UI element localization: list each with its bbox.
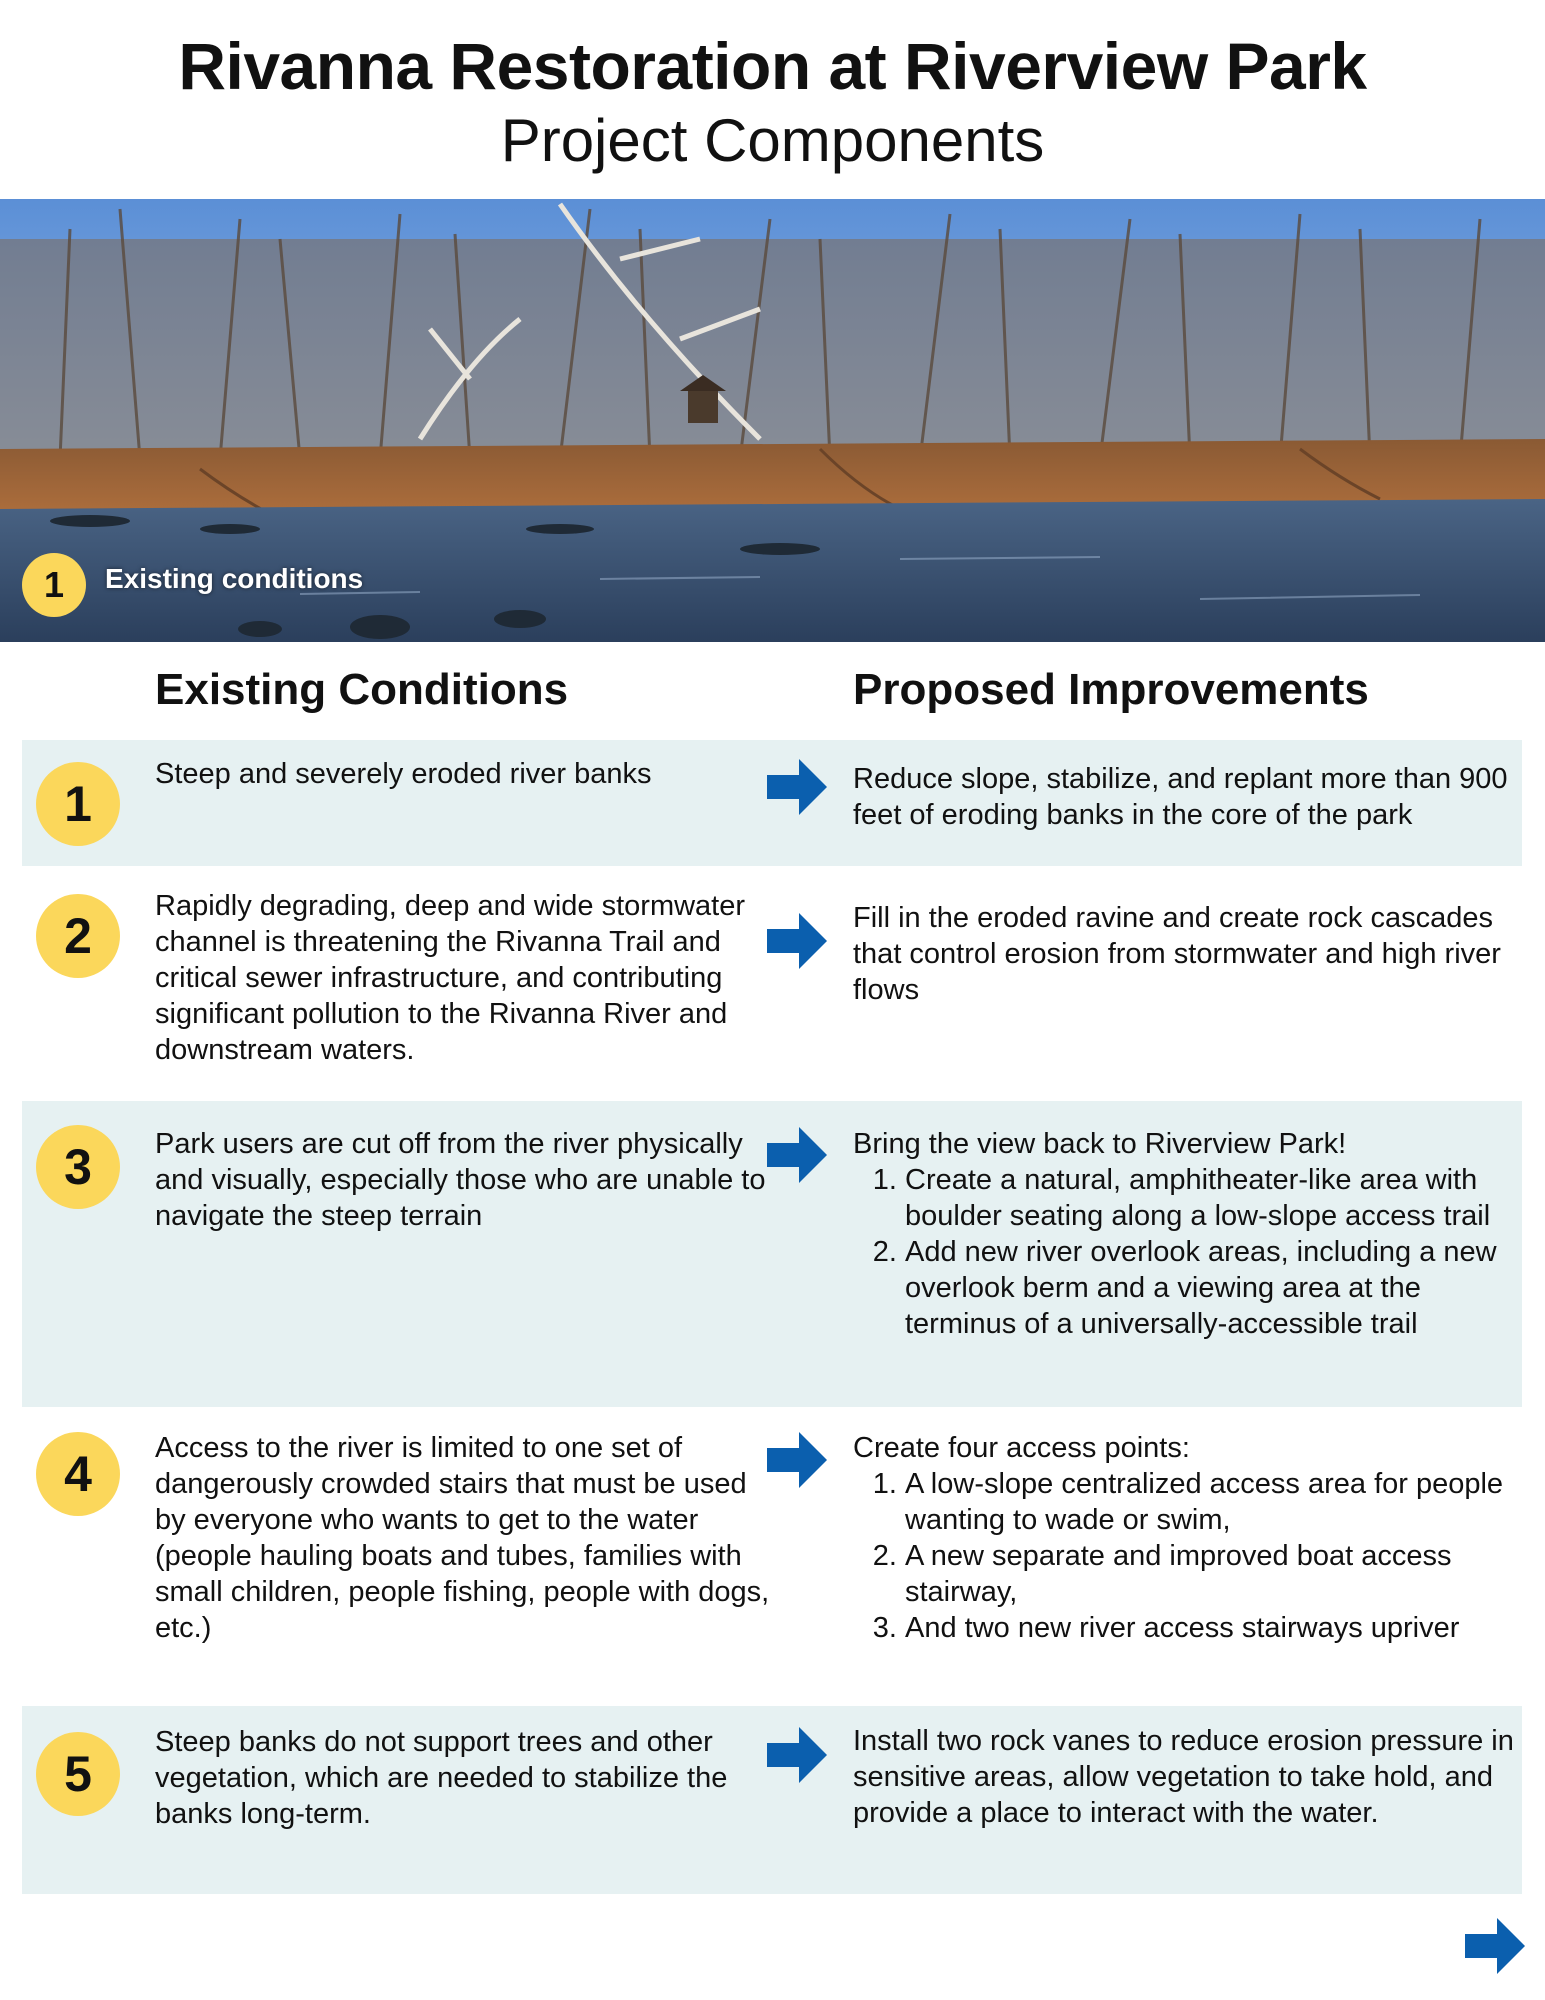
- improvement-list: [853, 1162, 1518, 1342]
- right-arrow-icon: [767, 1127, 827, 1183]
- proposed-improvement: [853, 761, 1518, 833]
- improvement-list: [853, 1466, 1518, 1646]
- improvement-list-item: 2. Add new river overlook areas, including a new overlook berm and a viewing area at the terminus of a universally-accessible trail: [905, 1234, 1518, 1342]
- row-number-badge: 3: [36, 1125, 120, 1209]
- component-row-3: [22, 1101, 1522, 1407]
- row-number-badge: 1: [36, 762, 120, 846]
- component-row-5: [22, 1706, 1522, 1894]
- component-row-2: [22, 880, 1522, 1085]
- page-subtitle: Project Components: [500, 107, 1045, 174]
- improvement-list-item: 3. And two new river access stairways upriver: [905, 1610, 1518, 1646]
- proposed-improvements-heading: Proposed Improvements: [853, 665, 1369, 714]
- existing-condition-text: Steep banks do not support trees and other vegetation, which are needed to stabilize the banks long-term.: [155, 1726, 728, 1830]
- photo-caption: Existing conditions: [105, 563, 364, 594]
- improvement-text: Fill in the eroded ravine and create rock cascades that control erosion from stormwater and high river flows: [853, 902, 1501, 1006]
- improvement-intro: Create four access points:: [853, 1432, 1190, 1464]
- row-number-badge: 2: [36, 894, 120, 978]
- proposed-improvement: [853, 1126, 1518, 1342]
- improvement-list-item: 1. A low-slope centralized access area for people wanting to wade or swim,: [905, 1466, 1518, 1538]
- proposed-improvement: [853, 900, 1518, 1008]
- proposed-improvement: [853, 1723, 1518, 1831]
- existing-conditions-heading: Existing Conditions: [155, 665, 569, 714]
- row-number-badge: 5: [36, 1732, 120, 1816]
- existing-condition-text: Park users are cut off from the river physically and visually, especially those who are unable to navigate the steep terrain: [155, 1128, 766, 1232]
- improvement-text: Install two rock vanes to reduce erosion pressure in sensitive areas, allow vegetation to take hold, and provide a place to interact with the water.: [853, 1725, 1514, 1829]
- component-row-1: [22, 740, 1522, 866]
- next-page-arrow-icon[interactable]: [1465, 1918, 1525, 1974]
- right-arrow-icon: [767, 1727, 827, 1783]
- existing-condition-text: Rapidly degrading, deep and wide stormwater channel is threatening the Rivanna Trail and critical sewer infrastructure, and contributing significant pollution to the Rivanna River and downstream waters.: [155, 890, 746, 1066]
- component-row-4: [22, 1420, 1522, 1690]
- right-arrow-icon: [767, 1432, 827, 1488]
- improvement-list-item: 2. A new separate and improved boat access stairway,: [905, 1538, 1518, 1610]
- existing-condition-text: Steep and severely eroded river banks: [155, 758, 652, 790]
- photo-number-badge: 1: [22, 553, 86, 617]
- right-arrow-icon: [767, 913, 827, 969]
- improvement-intro: Bring the view back to Riverview Park!: [853, 1128, 1347, 1160]
- right-arrow-icon: [767, 759, 827, 815]
- proposed-improvement: [853, 1430, 1518, 1646]
- row-number-badge: 4: [36, 1432, 120, 1516]
- existing-condition-text: Access to the river is limited to one set of dangerously crowded stairs that must be used by everyone who wants to get to the water (people hauling boats and tubes, families with small children, people fishing, people with dogs, etc.): [155, 1432, 770, 1644]
- improvement-text: Reduce slope, stabilize, and replant more than 900 feet of eroding banks in the core of the park: [853, 763, 1508, 831]
- page-title: Rivanna Restoration at Riverview Park: [178, 29, 1367, 103]
- improvement-list-item: 1. Create a natural, amphitheater-like area with boulder seating along a low-slope access trail: [905, 1162, 1518, 1234]
